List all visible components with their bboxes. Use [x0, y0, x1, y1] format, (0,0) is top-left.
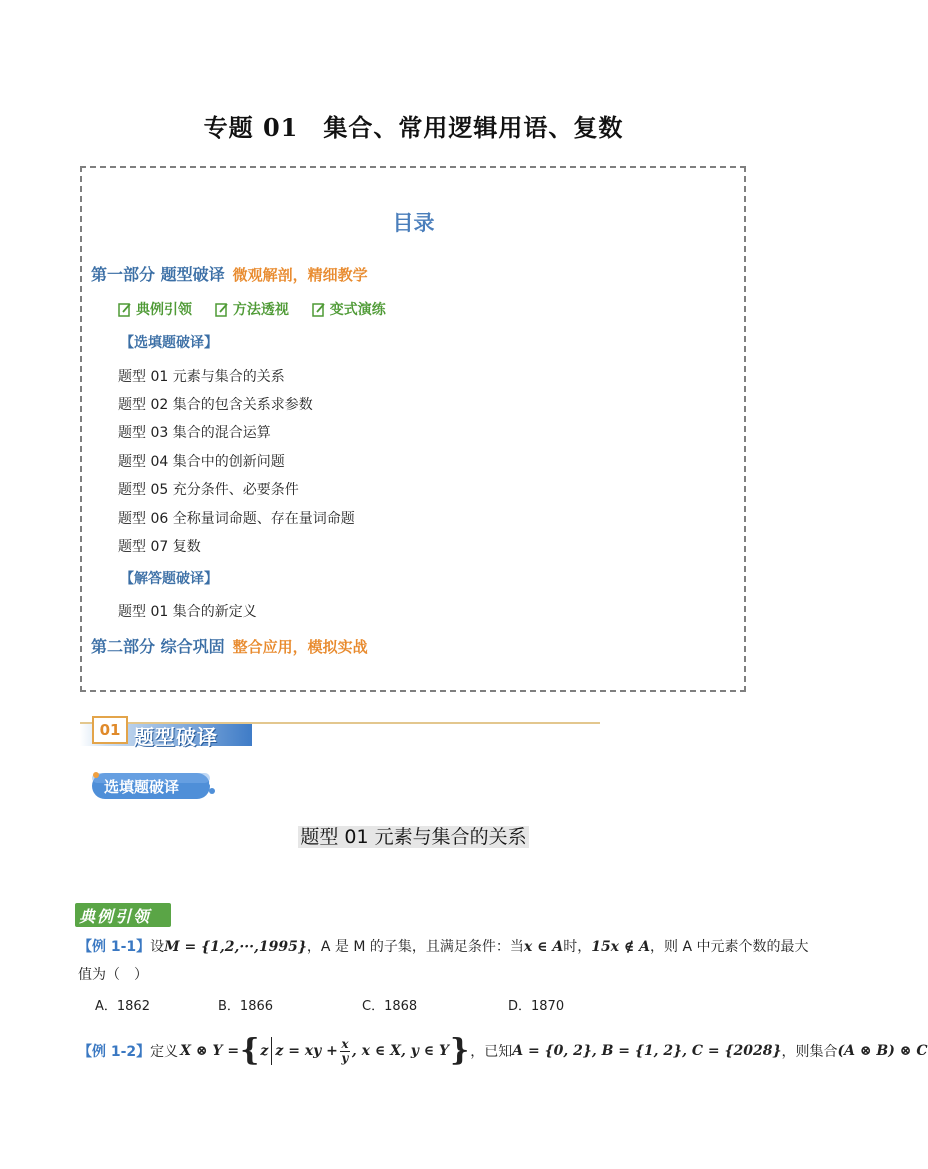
toc-part2	[91, 634, 368, 657]
edit-icon	[118, 302, 132, 317]
math-cond1: x ∈ A	[523, 939, 564, 955]
option-c: C．1868	[362, 999, 418, 1014]
example-text: ，则集合	[781, 1044, 838, 1060]
toc-section-answer: 【解答题破译】	[120, 571, 218, 587]
edit-icon	[312, 302, 326, 317]
option-a: A．1862	[95, 999, 150, 1014]
section-pill-label: 选填题破译	[104, 778, 180, 796]
toc-item[interactable]: 题型 06 全称量词命题、存在量词命题	[118, 511, 355, 527]
brace-close-icon: }	[449, 1033, 470, 1068]
example-1-1-line1	[78, 936, 809, 956]
toc-part1-label: 第一部分 题型破译	[91, 265, 225, 284]
brace-open-icon: {	[240, 1033, 260, 1068]
set-divider	[271, 1037, 272, 1065]
toc-item[interactable]: 题型 07 复数	[118, 539, 201, 555]
example-banner-label: 典例引领	[79, 907, 152, 926]
option-d: D．1870	[508, 999, 565, 1014]
example-1-2-tag: 【例 1-2】	[78, 1044, 151, 1060]
toc-item[interactable]: 题型 01 集合的新定义	[118, 604, 257, 620]
example-text: ，已知	[470, 1044, 513, 1060]
math-set-var: z	[260, 1043, 269, 1059]
toc-feature-1-label: 典例引领	[136, 302, 192, 318]
math-lhs: X ⊗ Y =	[180, 1043, 240, 1059]
toc-item[interactable]: 题型 04 集合中的创新问题	[118, 454, 285, 470]
toc-part2-label: 第二部分 综合巩固	[91, 637, 225, 656]
example-text: ，A 是 M 的子集，且满足条件：当	[306, 939, 524, 955]
math-cond2: 15x ∉ A	[591, 939, 651, 955]
example-text: 时，	[563, 939, 592, 955]
math-given: A = {0, 2}, B = {1, 2}, C = {2028}	[512, 1043, 782, 1059]
toc-feature-2-label: 方法透视	[232, 302, 289, 318]
math-fraction	[340, 1038, 350, 1065]
math-set-expr: z = xy +	[275, 1043, 338, 1059]
toc-feature-2	[215, 299, 289, 319]
math-tail: (A ⊗ B) ⊗ C	[837, 1043, 928, 1059]
example-1-1-line2: 值为（ ）	[78, 967, 148, 983]
example-1-1-tag: 【例 1-1】	[78, 939, 151, 955]
type-title	[0, 822, 827, 849]
toc-item[interactable]: 题型 02 集合的包含关系求参数	[118, 397, 313, 413]
toc-section-choice: 【选填题破译】	[120, 335, 218, 351]
toc-item[interactable]: 题型 03 集合的混合运算	[118, 425, 271, 441]
option-b: B．1866	[218, 999, 274, 1014]
document-title: 专题 01 集合、常用逻辑用语、复数	[203, 113, 624, 142]
fraction-numerator: x	[341, 1036, 349, 1051]
toc-feature-3	[312, 299, 386, 319]
toc-item[interactable]: 题型 01 元素与集合的关系	[118, 369, 285, 385]
toc-heading: 目录	[392, 211, 435, 235]
toc-item[interactable]: 题型 05 充分条件、必要条件	[118, 482, 299, 498]
math-set-cond: , x ∈ X, y ∈ Y	[351, 1043, 449, 1059]
toc-part1	[91, 262, 368, 285]
type-title-text: 题型 01 元素与集合的关系	[300, 826, 527, 848]
math-set-m: M = {1,2,···,1995}	[164, 939, 307, 955]
edit-icon	[215, 302, 229, 317]
toc-feature-row	[118, 299, 404, 321]
fraction-denominator: y	[341, 1050, 349, 1065]
banner-title: 题型破译	[134, 725, 218, 749]
example-text: 定义	[150, 1044, 179, 1060]
banner-number: 01	[92, 716, 128, 744]
toc-feature-3-label: 变式演练	[329, 302, 386, 318]
example-1-2-line1	[78, 1033, 928, 1068]
example-text: ，则 A 中元素个数的最大	[650, 939, 809, 955]
example-text: 设	[150, 939, 165, 955]
toc-part2-tag: 整合应用，模拟实战	[232, 638, 368, 656]
toc-part1-tag: 微观解剖，精细教学	[232, 266, 368, 284]
toc-feature-1	[118, 299, 192, 319]
